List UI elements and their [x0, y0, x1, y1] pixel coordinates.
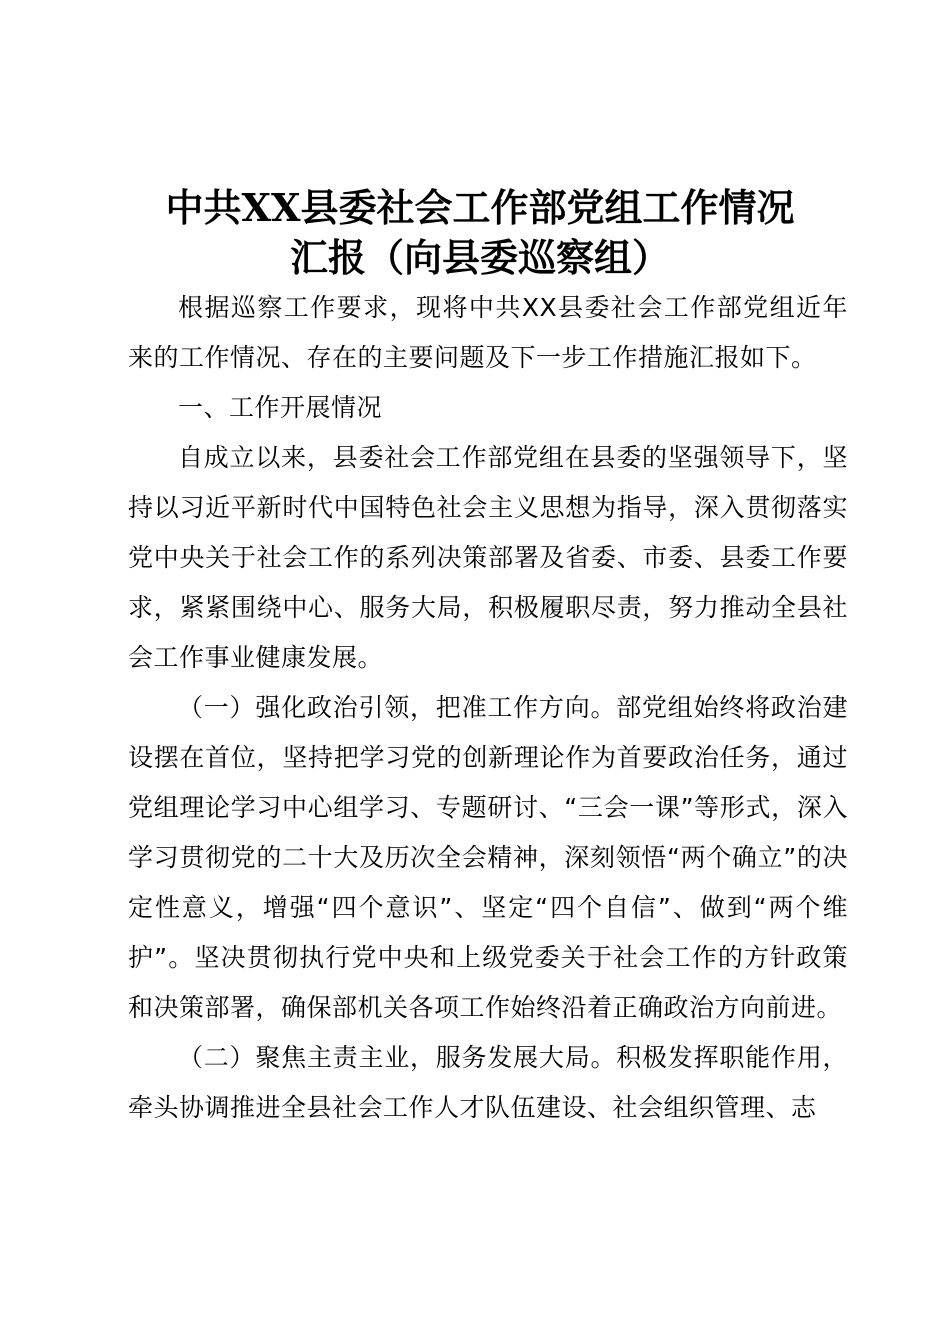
intro-paragraph: 根据巡察工作要求，现将中共XX县委社会工作部党组近年来的工作情况、存在的主要问题及下一步工作措施汇报如下。 — [128, 293, 848, 372]
document-title-line-1: 中共XX县委社会工作部党组工作情况 — [165, 185, 795, 230]
document-title-line-2: 汇报（向县委巡察组） — [289, 235, 670, 280]
document-body — [128, 283, 848, 1133]
section-heading: 一、工作开展情况 — [178, 393, 383, 422]
subsection-1-paragraph: （一）强化政治引领，把准工作方向。部党组始终将政治建设摆在首位，坚持把学习党的创新理论作为首要政治任务，通过党组理论学习中心组学习、专题研讨、“三会一课”等形式，深入学习贯彻党的二十大及历次全会精神，深刻领悟“两个确立”的决定性意义，增强“四个意识”、坚定“四个自信”、做到“两个维护”。坚决贯彻执行党中央和上级党委关于社会工作的方针政策和决策部署，确保部机关各项工作始终沿着正确政治方向前进。 — [128, 693, 848, 1022]
overview-paragraph: 自成立以来，县委社会工作部党组在县委的坚强领导下，坚持以习近平新时代中国特色社会主义思想为指导，深入贯彻落实党中央关于社会工作的系列决策部署及省委、市委、县委工作要求，紧紧围绕中心、服务大局，积极履职尽责，努力推动全县社会工作事业健康发展。 — [128, 443, 848, 672]
subsection-2-paragraph: （二）聚焦主责主业，服务发展大局。积极发挥职能作用，牵头协调推进全县社会工作人才队伍建设、社会组织管理、志 — [128, 1043, 848, 1122]
